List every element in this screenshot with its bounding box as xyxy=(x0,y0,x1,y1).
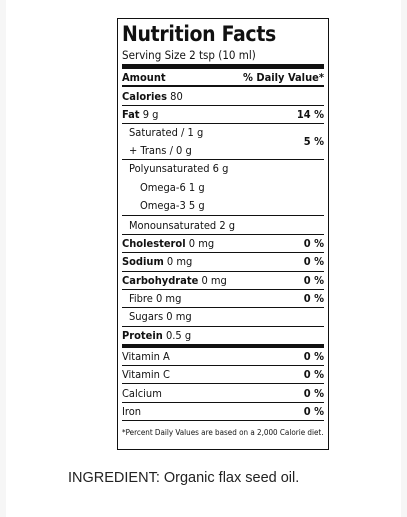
monounsaturated-label: Monounsaturated 2 g xyxy=(129,218,236,232)
carbohydrate-label: Carbohydrate xyxy=(122,273,199,287)
sugars-label: Sugars 0 mg xyxy=(129,310,192,324)
vitamin-c-pct: 0 % xyxy=(303,368,324,382)
trans-label: + Trans / 0 g xyxy=(129,143,192,157)
vitamin-c-label: Vitamin C xyxy=(122,368,170,382)
iron-pct: 0 % xyxy=(303,405,324,419)
header-daily-value: % Daily Value* xyxy=(243,70,324,84)
fat-pct: 14 % xyxy=(296,107,324,121)
calcium-pct: 0 % xyxy=(303,386,324,400)
calcium-row xyxy=(122,384,324,402)
calcium-label: Calcium xyxy=(122,386,162,400)
polyunsaturated-group xyxy=(122,160,324,216)
monounsaturated-row xyxy=(122,216,324,234)
carbohydrate-pct: 0 % xyxy=(303,273,324,287)
calories-label: Calories xyxy=(122,89,168,103)
left-edge xyxy=(0,0,6,517)
cholesterol-label: Cholesterol xyxy=(122,236,186,250)
vitamin-a-pct: 0 % xyxy=(303,349,324,363)
calories-value: 80 xyxy=(170,89,183,103)
sugars-row xyxy=(122,308,324,326)
saturated-trans-row xyxy=(122,124,324,160)
vitamin-a-row xyxy=(122,348,324,366)
fibre-row xyxy=(122,290,324,308)
protein-row xyxy=(122,327,324,348)
omega3-label: Omega-3 5 g xyxy=(140,198,205,212)
cholesterol-row xyxy=(122,235,324,253)
label-title: Nutrition Facts xyxy=(122,22,277,46)
omega6-label: Omega-6 1 g xyxy=(140,180,205,194)
sodium-value: 0 mg xyxy=(166,255,193,269)
header-amount: Amount xyxy=(122,70,166,84)
vitamin-c-row xyxy=(122,366,324,384)
sodium-row xyxy=(122,253,324,271)
header-row xyxy=(122,69,324,87)
right-edge xyxy=(401,0,407,517)
saturated-label: Saturated / 1 g xyxy=(129,125,204,139)
fibre-label: Fibre 0 mg xyxy=(129,292,182,306)
carbohydrate-row xyxy=(122,272,324,290)
footnote: *Percent Daily Values are based on a 2,000 Calorie diet. xyxy=(122,428,324,438)
iron-row xyxy=(122,403,324,421)
saturated-pct: 5 % xyxy=(303,135,324,149)
protein-label: Protein xyxy=(122,328,163,342)
calories-row xyxy=(122,87,324,105)
cholesterol-pct: 0 % xyxy=(303,236,324,250)
carbohydrate-value: 0 mg xyxy=(201,273,227,287)
nutrition-facts-label xyxy=(117,18,329,450)
polyunsaturated-label: Polyunsaturated 6 g xyxy=(129,162,229,176)
ingredient-text: INGREDIENT: Organic flax seed oil. xyxy=(68,470,300,486)
fat-label: Fat xyxy=(122,107,140,121)
fat-row xyxy=(122,106,324,124)
fibre-pct: 0 % xyxy=(303,292,324,306)
fat-value: 9 g xyxy=(142,107,159,121)
sodium-label: Sodium xyxy=(122,255,164,269)
serving-size: Serving Size 2 tsp (10 ml) xyxy=(122,48,324,69)
sodium-pct: 0 % xyxy=(303,255,324,269)
protein-value: 0.5 g xyxy=(165,328,192,342)
vitamin-a-label: Vitamin A xyxy=(122,349,170,363)
cholesterol-value: 0 mg xyxy=(188,236,215,250)
iron-label: Iron xyxy=(122,405,142,419)
